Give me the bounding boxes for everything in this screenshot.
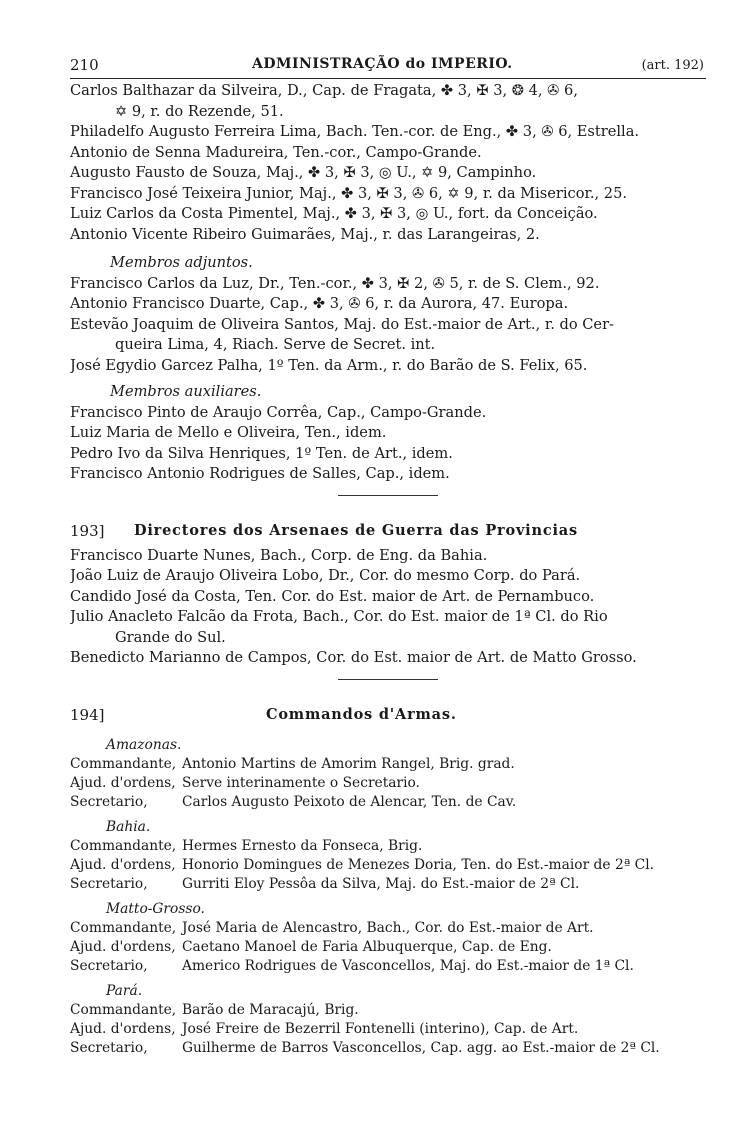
entry-line: Antonio de Senna Madureira, Ten.-cor., Campo-Grande. <box>70 143 482 161</box>
province-para <box>70 982 706 1058</box>
header-rule <box>70 78 706 79</box>
province-name: Amazonas. <box>106 736 182 753</box>
article-reference: (art. 192) <box>641 58 704 73</box>
command-row <box>70 1039 706 1058</box>
role-label: Secretario, <box>70 957 148 974</box>
role-label: Commandante, <box>70 1001 177 1018</box>
province-bahia <box>70 818 706 894</box>
command-row <box>70 957 706 976</box>
section-194-heading <box>70 706 706 730</box>
section-divider <box>338 679 438 680</box>
entry-line: Philadelfo Augusto Ferreira Lima, Bach. Ten.-cor. de Eng., ✤ 3, ✇ 6, Estrella. <box>70 123 640 140</box>
entry-line: Augusto Fausto de Souza, Maj., ✤ 3, ✠ 3, ◎ U., ✡ 9, Campinho. <box>70 164 537 181</box>
command-row <box>70 793 706 812</box>
entry-line: Candido José da Costa, Ten. Cor. do Est. maior de Art. de Pernambuco. <box>70 587 595 605</box>
section-title: Commandos d'Armas. <box>266 705 457 723</box>
document-page <box>70 52 706 1058</box>
entry-line: Francisco Antonio Rodrigues de Salles, Cap., idem. <box>70 465 450 482</box>
membros-auxiliares-heading: Membros auxiliares. <box>110 383 262 400</box>
person: José Maria de Alencastro, Bach., Cor. do Est.-maior de Art. <box>182 919 594 936</box>
entry-line: Francisco Duarte Nunes, Bach., Corp. de Eng. da Bahia. <box>70 546 488 564</box>
entry-line: Antonio Vicente Ribeiro Guimarães, Maj., r. das Larangeiras, 2. <box>70 225 540 243</box>
membros-adjuntos-list <box>70 274 706 377</box>
entry-line: Francisco Carlos da Luz, Dr., Ten.-cor., ✤ 3, ✠ 2, ✇ 5, r. de S. Clem., 92. <box>70 274 600 292</box>
section-divider <box>338 495 438 496</box>
command-row <box>70 774 706 793</box>
page-number: 210 <box>70 56 99 74</box>
role-label: Secretario, <box>70 793 148 810</box>
province-matto-grosso <box>70 900 706 976</box>
person: José Freire de Bezerril Fontenelli (interino), Cap. de Art. <box>182 1020 579 1037</box>
role-label: Secretario, <box>70 875 148 892</box>
role-label: Commandante, <box>70 755 177 772</box>
role-label: Commandante, <box>70 837 177 854</box>
section-193-heading <box>70 522 706 546</box>
section-193-list <box>70 546 706 669</box>
running-title: ADMINISTRAÇÃO do IMPERIO. <box>252 56 513 72</box>
section-title: Directores dos Arsenaes de Guerra das Provincias <box>134 521 578 539</box>
role-label: Ajud. d'ordens, <box>70 1020 176 1037</box>
entry-line: ✡ 9, r. do Rezende, 51. <box>115 102 284 120</box>
person: Gurriti Eloy Pessôa da Silva, Maj. do Est.-maior de 2ª Cl. <box>182 875 580 892</box>
command-row <box>70 919 706 938</box>
entry-line: Carlos Balthazar da Silveira, D., Cap. de Fragata, ✤ 3, ✠ 3, ❂ 4, ✇ 6, <box>70 82 578 99</box>
person: Honorio Domingues de Menezes Doria, Ten. do Est.-maior de 2ª Cl. <box>182 856 655 873</box>
entry-line: Grande do Sul. <box>115 628 226 646</box>
entry-line: Luiz Maria de Mello e Oliveira, Ten., idem. <box>70 424 387 441</box>
province-name: Matto-Grosso. <box>106 900 205 917</box>
command-row <box>70 1001 706 1020</box>
entry-line: José Egydio Garcez Palha, 1º Ten. da Arm., r. do Barão de S. Felix, 65. <box>70 356 588 374</box>
membros-adjuntos-heading: Membros adjuntos. <box>110 254 253 271</box>
entry-line: Benedicto Marianno de Campos, Cor. do Est. maior de Art. de Matto Grosso. <box>70 649 637 666</box>
person: Caetano Manoel de Faria Albuquerque, Cap. de Eng. <box>182 938 552 955</box>
entry-line: Julio Anacleto Falcão da Frota, Bach., Cor. do Est. maior de 1ª Cl. do Rio <box>70 608 608 625</box>
entry-line: Antonio Francisco Duarte, Cap., ✤ 3, ✇ 6, r. da Aurora, 47. Europa. <box>70 295 569 312</box>
entry-line: Francisco José Teixeira Junior, Maj., ✤ 3, ✠ 3, ✇ 6, ✡ 9, r. da Misericor., 25. <box>70 184 628 202</box>
command-row <box>70 755 706 774</box>
entry-line: João Luiz de Araujo Oliveira Lobo, Dr., Cor. do mesmo Corp. do Pará. <box>70 567 581 584</box>
province-name: Bahia. <box>106 818 151 835</box>
command-row <box>70 856 706 875</box>
command-row <box>70 1020 706 1039</box>
person: Carlos Augusto Peixoto de Alencar, Ten. de Cav. <box>182 793 517 810</box>
province-name: Pará. <box>106 982 143 999</box>
entry-line: Pedro Ivo da Silva Henriques, 1º Ten. de Art., idem. <box>70 444 453 462</box>
person: Guilherme de Barros Vasconcellos, Cap. agg. ao Est.-maior de 2ª Cl. <box>182 1039 660 1056</box>
person: Serve interinamente o Secretario. <box>182 774 420 791</box>
section-number: 193] <box>70 521 105 540</box>
person: Americo Rodrigues de Vasconcellos, Maj. do Est.-maior de 1ª Cl. <box>182 957 634 974</box>
section-number: 194] <box>70 705 105 724</box>
command-row <box>70 938 706 957</box>
person: Hermes Ernesto da Fonseca, Brig. <box>182 837 423 854</box>
entry-line: Francisco Pinto de Araujo Corrêa, Cap., Campo-Grande. <box>70 403 487 421</box>
entry-line: Estevão Joaquim de Oliveira Santos, Maj. do Est.-maior de Art., r. do Cer- <box>70 315 614 333</box>
command-row <box>70 875 706 894</box>
province-amazonas <box>70 736 706 812</box>
role-label: Ajud. d'ordens, <box>70 856 176 873</box>
command-row <box>70 837 706 856</box>
role-label: Secretario, <box>70 1039 148 1056</box>
person: Antonio Martins de Amorim Rangel, Brig. grad. <box>182 755 515 772</box>
page-header <box>70 52 706 78</box>
role-label: Ajud. d'ordens, <box>70 774 176 791</box>
entry-line: queira Lima, 4, Riach. Serve de Secret. int. <box>115 336 436 353</box>
role-label: Commandante, <box>70 919 177 936</box>
person: Barão de Maracajú, Brig. <box>182 1001 359 1018</box>
entry-line: Luiz Carlos da Costa Pimentel, Maj., ✤ 3, ✠ 3, ◎ U., fort. da Conceição. <box>70 205 598 222</box>
role-label: Ajud. d'ordens, <box>70 938 176 955</box>
top-entries <box>70 81 706 245</box>
membros-auxiliares-list <box>70 403 706 485</box>
